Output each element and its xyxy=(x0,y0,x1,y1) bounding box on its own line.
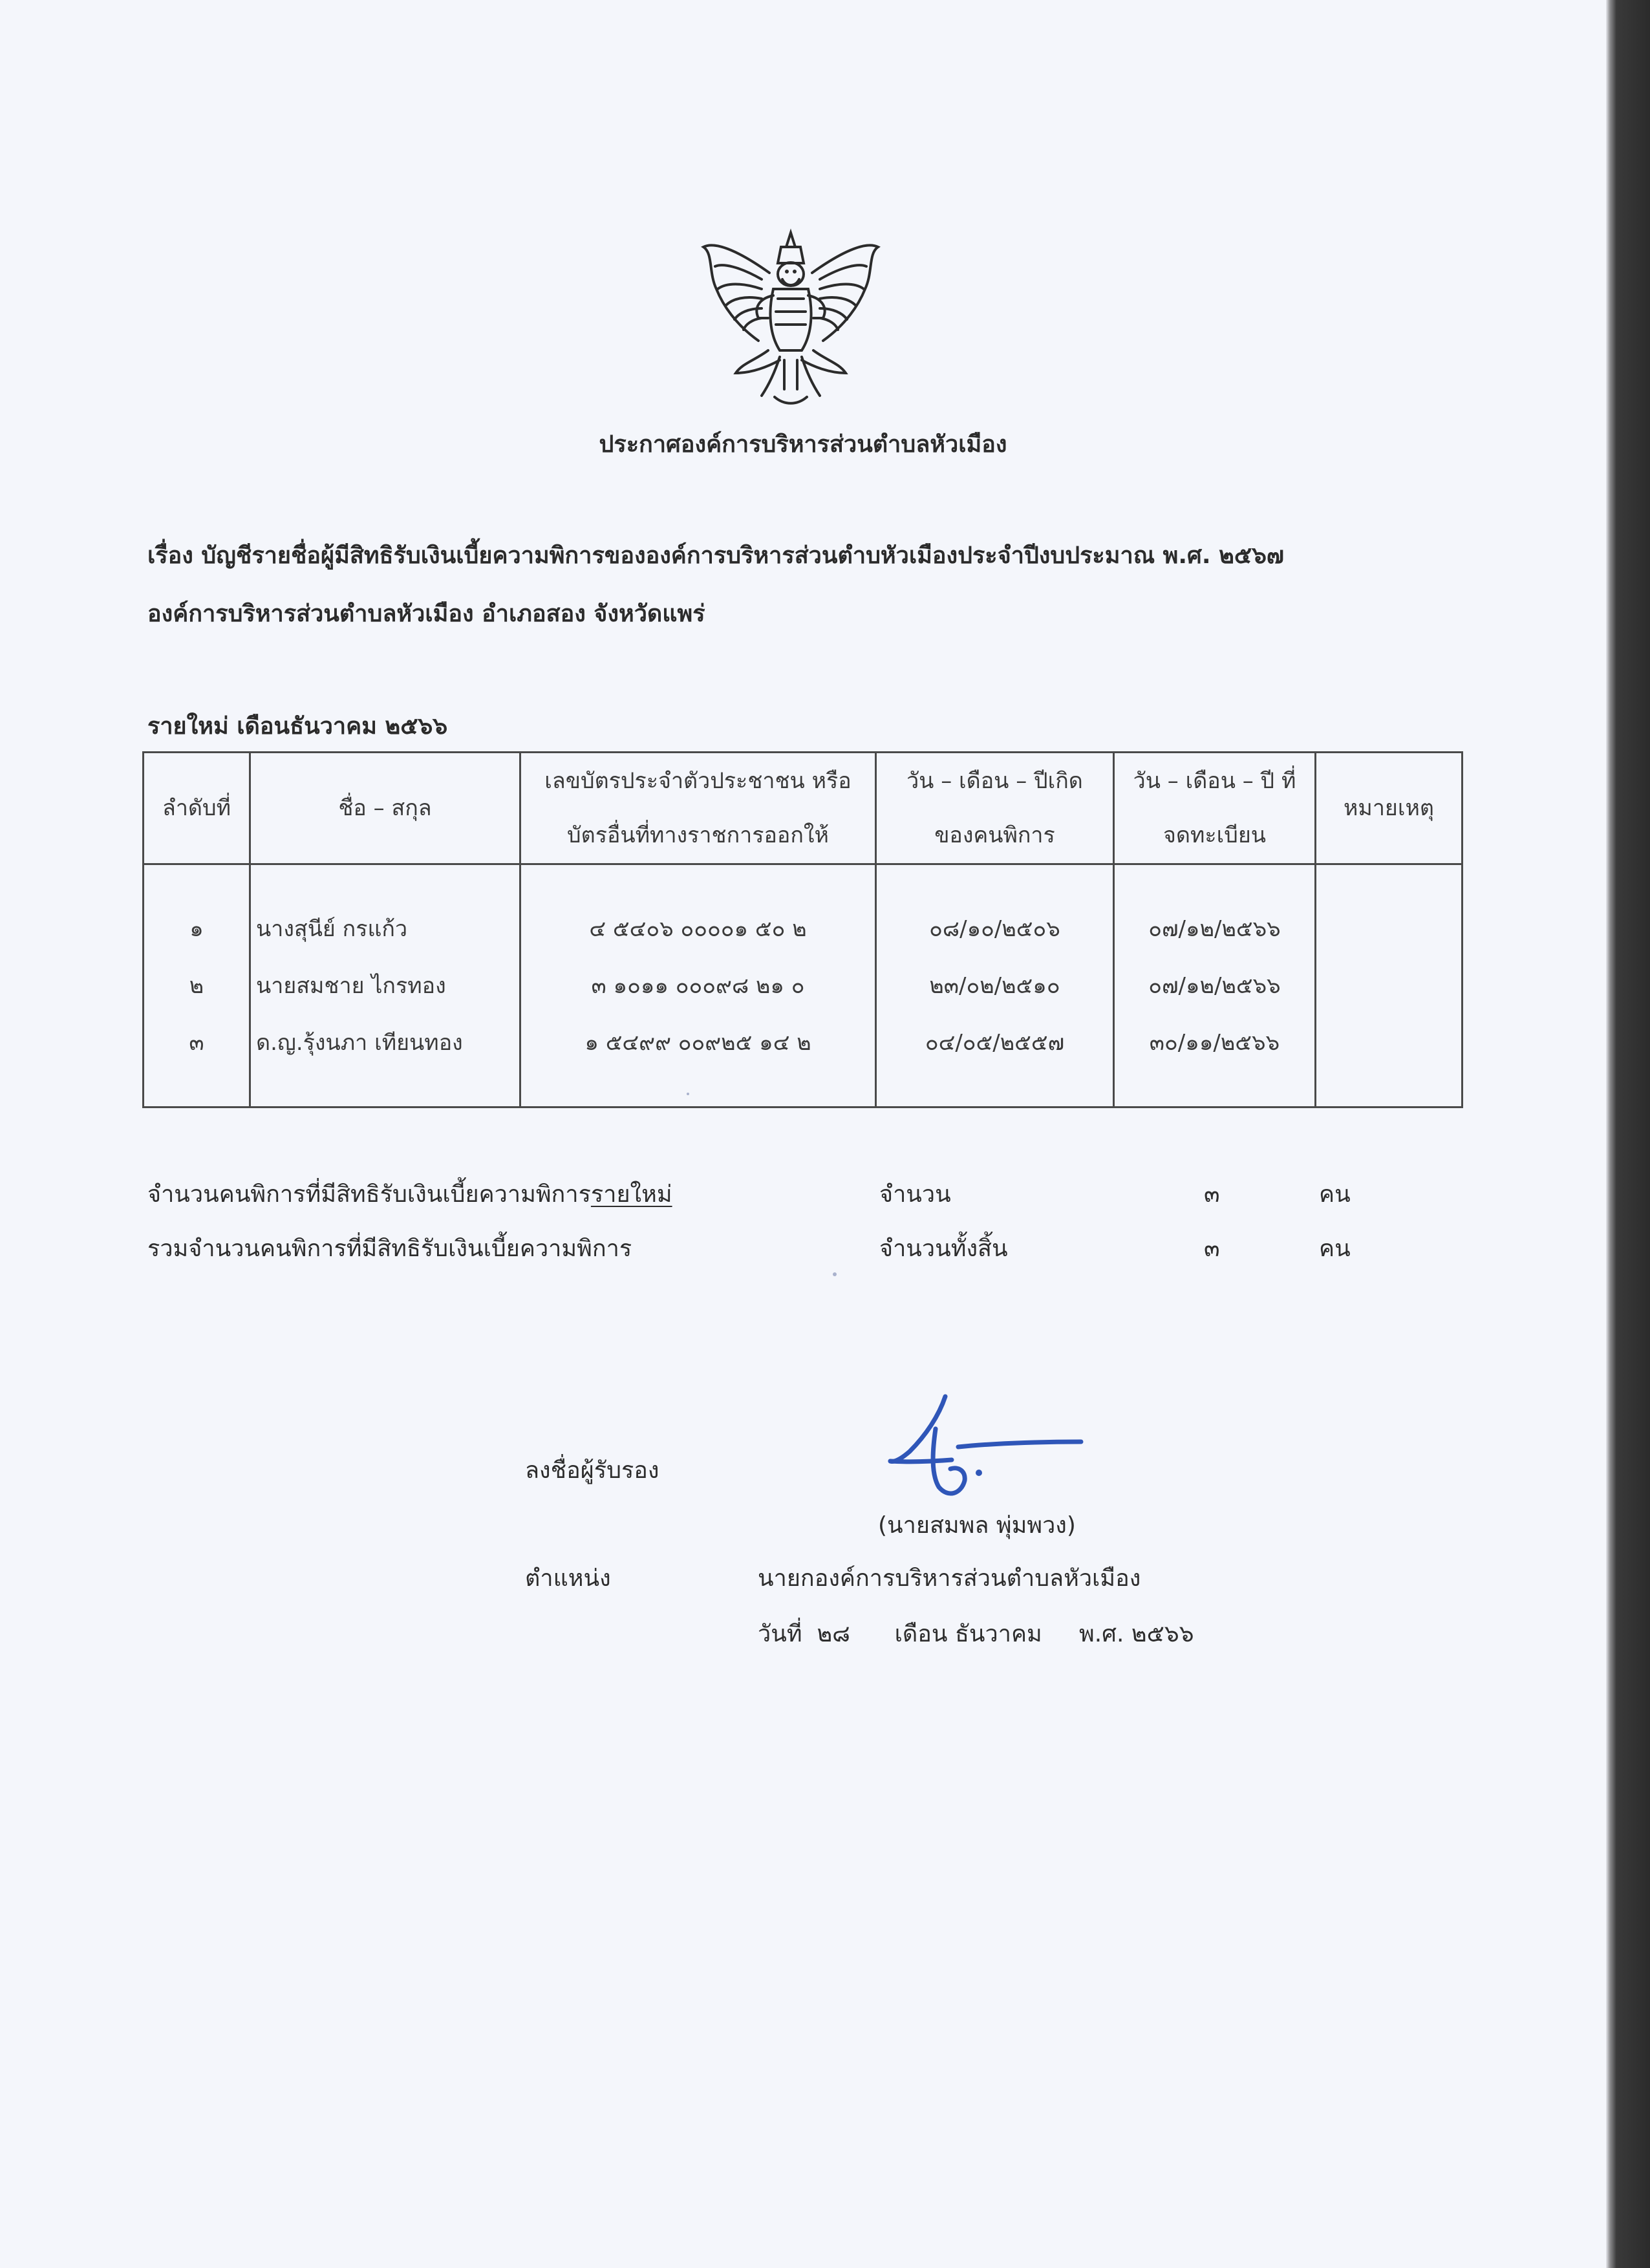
section-heading: รายใหม่ เดือนธันวาคม ๒๕๖๖ xyxy=(147,713,448,740)
birth-date: ๐๔/๐๕/๒๕๕๗ xyxy=(925,1029,1065,1056)
remarks-column xyxy=(1316,864,1462,1107)
signer-name: (นายสมพล พุ่มพวง) xyxy=(878,1512,1076,1539)
person-name: นางสุนีย์ กรแก้ว xyxy=(256,915,408,942)
row-number: ๑ xyxy=(189,915,204,942)
id-card-number: ๑ ๕๔๙๙ ๐๐๙๒๕ ๑๔ ๒ xyxy=(584,1029,811,1056)
birth-date: ๒๓/๐๒/๒๕๑๐ xyxy=(929,972,1060,999)
new-count-unit: คน xyxy=(1319,1181,1351,1208)
id-card-number: ๔ ๕๔๐๖ ๐๐๐๐๑ ๕๐ ๒ xyxy=(589,915,807,942)
total-beneficiaries-label: รวมจำนวนคนพิการที่มีสิทธิรับเงินเบี้ยความพิการ xyxy=(147,1236,632,1262)
table-body xyxy=(144,864,1462,1107)
garuda-emblem-icon xyxy=(697,228,884,409)
birth-date: ๐๘/๑๐/๒๕๐๖ xyxy=(929,915,1060,942)
person-name: ด.ญ.รุ้งนภา เทียนทอง xyxy=(256,1029,463,1056)
scan-speck xyxy=(833,1272,837,1276)
signed-date: วันที่ ๒๘ เดือน ธันวาคม พ.ศ. ๒๕๖๖ xyxy=(758,1621,1194,1647)
number-column xyxy=(144,864,250,1107)
organization-line: องค์การบริหารส่วนตำบลหัวเมือง อำเภอสอง จังหวัดแพร่ xyxy=(147,601,705,627)
new-beneficiaries-label xyxy=(147,1175,672,1212)
column-header-id-card: เลขบัตรประจำตัวประชาชน หรือบัตรอื่นที่ทางราชการออกให้ xyxy=(520,753,876,864)
new-beneficiaries-label-text: จำนวนคนพิการที่มีสิทธิรับเงินเบี้ยความพิการ xyxy=(147,1181,591,1208)
scan-speck xyxy=(687,1093,689,1095)
column-header-registration-date: วัน – เดือน – ปี ที่จดทะเบียน xyxy=(1114,753,1316,864)
new-count-label: จำนวน xyxy=(879,1181,951,1208)
total-count-unit: คน xyxy=(1319,1236,1351,1262)
beneficiary-table xyxy=(142,751,1463,1108)
registration-date: ๐๗/๑๒/๒๕๖๖ xyxy=(1148,915,1281,942)
position-value: นายกองค์การบริหารส่วนตำบลหัวเมือง xyxy=(758,1565,1141,1592)
row-number: ๒ xyxy=(189,972,204,999)
column-header-name: ชื่อ – สกุล xyxy=(250,753,520,864)
column-header-number: ลำดับที่ xyxy=(144,753,250,864)
row-number: ๓ xyxy=(189,1029,204,1056)
handwritten-signature xyxy=(874,1390,1094,1506)
id-card-column xyxy=(520,864,876,1107)
table-header-row xyxy=(144,753,1462,864)
column-header-birth-date: วัน – เดือน – ปีเกิด ของคนพิการ xyxy=(876,753,1114,864)
new-beneficiaries-label-underlined: รายใหม่ xyxy=(590,1181,672,1208)
subject-line: เรื่อง บัญชีรายชื่อผู้มีสิทธิรับเงินเบี้ยความพิการขององค์การบริหารส่วนตำบหัวเมืองประจำปีงบประมาณ พ.ศ. ๒๕๖๗ xyxy=(147,542,1284,569)
certifier-label: ลงชื่อผู้รับรอง xyxy=(525,1457,659,1484)
registration-date: ๓๐/๑๑/๒๕๖๖ xyxy=(1149,1029,1280,1056)
registration-date-column xyxy=(1114,864,1316,1107)
id-card-number: ๓ ๑๐๑๑ ๐๐๐๙๘ ๒๑ ๐ xyxy=(591,972,805,999)
total-count-label: จำนวนทั้งสิ้น xyxy=(879,1236,1008,1262)
document-title: ประกาศองค์การบริหารส่วนตำบลหัวเมือง xyxy=(599,431,1007,458)
new-count-value: ๓ xyxy=(1204,1181,1220,1208)
position-label: ตำแหน่ง xyxy=(525,1565,611,1592)
birth-date-column xyxy=(876,864,1114,1107)
column-header-remarks: หมายเหตุ xyxy=(1316,753,1462,864)
name-column xyxy=(250,864,520,1107)
person-name: นายสมชาย ไกรทอง xyxy=(256,972,446,999)
scan-edge xyxy=(1606,0,1650,2268)
registration-date: ๐๗/๑๒/๒๕๖๖ xyxy=(1148,972,1281,999)
total-count-value: ๓ xyxy=(1204,1236,1220,1262)
